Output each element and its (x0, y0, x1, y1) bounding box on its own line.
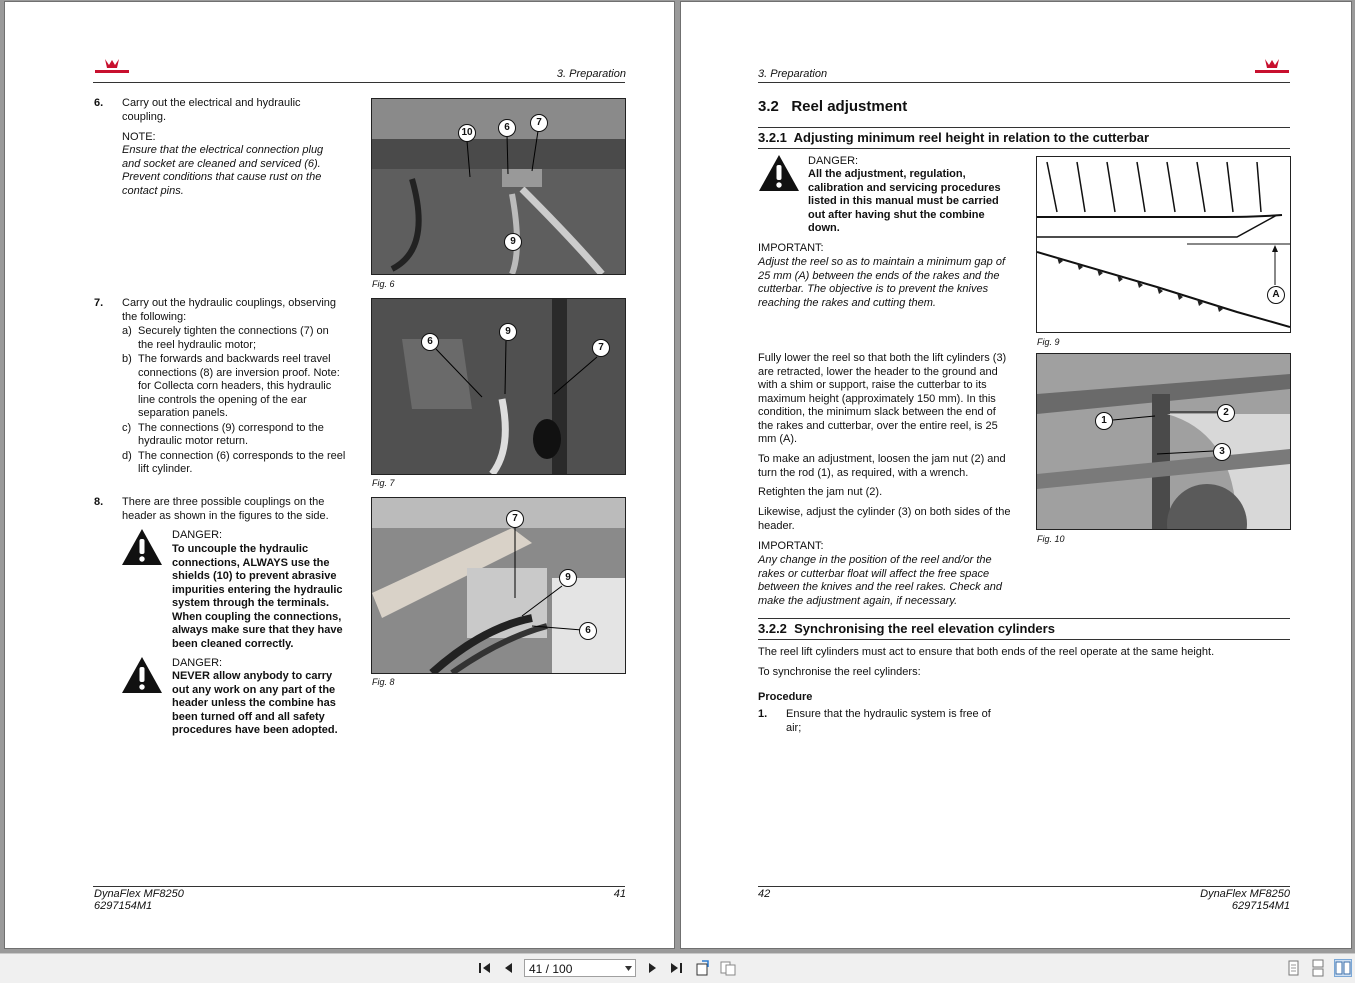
figure-10-photo (1036, 353, 1291, 530)
step8-text: There are three possible couplings on the header as shown in the figures to the side. (122, 496, 329, 522)
brand-logo-icon (93, 58, 131, 76)
right-header-rule (758, 82, 1290, 83)
step7-text: Carry out the hydraulic couplings, observing the following: (122, 297, 337, 323)
danger2-text: NEVER allow anybody to carry out any work on any part of the header unless the combine has been turned off and all safety procedures have been adopted. (172, 670, 338, 736)
fig6-callout-7: 7 (530, 114, 548, 132)
continuous-page-icon (1309, 959, 1327, 977)
paragraph-adjust: To make an adjustment, loosen the jam nut (2) and turn the rod (1), as required, with a wrench. (758, 453, 1006, 479)
sub1-bottom-rule (758, 148, 1290, 149)
important2-text: Any change in the position of the reel and/or the rakes or cutterbar float will affect the free space between the knives and the reel rakes. Check and make the adjustment again, if necessary. (758, 554, 1002, 607)
fig6-callout-9: 9 (504, 233, 522, 251)
important2-label: IMPORTANT: (758, 540, 824, 552)
continuous-view-button[interactable] (1309, 959, 1327, 977)
fig10-callout-1: 1 (1095, 412, 1113, 430)
page-number-input[interactable] (524, 959, 636, 977)
danger1-label: DANGER: (172, 529, 223, 541)
page-number-value: 41 / 100 (529, 962, 573, 976)
step7-list (122, 325, 347, 477)
prev-page-icon (500, 959, 518, 977)
paragraph-sync: The reel lift cylinders must act to ensure that both ends of the reel operate at the same height. (758, 646, 1215, 658)
danger-warning-icon (121, 528, 163, 566)
list-item: c) The connections (9) correspond to the hydraulic motor return. (122, 421, 324, 447)
sub1-top-rule (758, 127, 1290, 128)
important1-text: Adjust the reel so as to maintain a minimum gap of 25 mm (A) between the ends of the rakes and the cutterbar. The objective is to prevent the knives reaching the rakes and cutting them. (758, 256, 1006, 309)
paragraph-to-sync: To synchronise the reel cylinders: (758, 666, 921, 678)
proc1-text: Ensure that the hydraulic system is free of air; (786, 708, 991, 734)
danger1-text: To uncouple the hydraulic connections, ALWAYS use the shields (10) to prevent abrasive impurities entering the hydraulic system through the terminals. When coupling the connections, always make sure that they have been cleaned correctly. (172, 543, 343, 650)
danger-warning-icon (758, 154, 800, 192)
last-page-button[interactable] (667, 959, 685, 977)
first-page-button[interactable] (476, 959, 494, 977)
last-page-icon (667, 959, 685, 977)
left-page (4, 1, 675, 949)
figure-8-caption: Fig. 8 (372, 677, 395, 687)
figure-8-illustration (372, 498, 625, 673)
single-page-icon (1284, 959, 1302, 977)
right-footer-model: DynaFlex MF8250 (1200, 888, 1290, 900)
procedure-label: Procedure (758, 691, 813, 703)
right-page (680, 1, 1352, 949)
chevron-down-icon (625, 966, 632, 971)
page-layout-button[interactable] (719, 959, 737, 977)
step6-number: 6. (94, 97, 104, 109)
fig9-callout-A: A (1267, 286, 1285, 304)
prev-page-button[interactable] (500, 959, 518, 977)
fig8-callout-7: 7 (506, 510, 524, 528)
paragraph-likewise: Likewise, adjust the cylinder (3) on both sides of the header. (758, 506, 1011, 532)
danger-warning-icon (121, 656, 163, 694)
facing-pages-view-button[interactable] (1334, 959, 1352, 977)
figure-9-drawing (1036, 156, 1291, 333)
danger-text: All the adjustment, regulation, calibration and servicing procedures listed in this manual must be carried out after having shut the combine down. (808, 168, 1001, 234)
figure-9-illustration (1037, 157, 1290, 332)
figure-9-caption: Fig. 9 (1037, 337, 1060, 347)
first-page-icon (476, 959, 494, 977)
page-rotate-icon (694, 959, 712, 977)
fig7-callout-6: 6 (421, 333, 439, 351)
fig8-callout-6: 6 (579, 622, 597, 640)
important1-label: IMPORTANT: (758, 242, 824, 254)
right-footer-rule (758, 886, 1290, 887)
left-page-number: 41 (613, 888, 626, 900)
paragraph-retighten: Retighten the jam nut (2). (758, 486, 883, 498)
fig7-callout-7: 7 (592, 339, 610, 357)
danger-label: DANGER: (808, 155, 859, 167)
section-title: 3.2 Reel adjustment (758, 98, 908, 115)
single-page-view-button[interactable] (1284, 959, 1302, 977)
fig7-callout-9: 9 (499, 323, 517, 341)
left-header-rule (93, 82, 625, 83)
sub2-top-rule (758, 618, 1290, 619)
facing-pages-icon (1335, 960, 1351, 976)
figure-7-photo (371, 298, 626, 475)
rotate-page-button[interactable] (694, 959, 712, 977)
page-copy-icon (719, 959, 737, 977)
step6-note-text: Ensure that the electrical connection plug and socket are cleaned and serviced (6). Prevent conditions that cause rust on the contact pins. (122, 144, 324, 197)
figure-7-caption: Fig. 7 (372, 478, 395, 488)
viewer-toolbar (0, 953, 1355, 983)
left-header-section: 3. Preparation (556, 68, 626, 80)
step6-text: Carry out the electrical and hydraulic coupling. (122, 97, 301, 123)
danger2-label: DANGER: (172, 657, 223, 669)
next-page-button[interactable] (643, 959, 661, 977)
left-footer-code: 6297154M1 (94, 900, 153, 912)
paragraph-lower-reel: Fully lower the reel so that both the lift cylinders (3) are retracted, lower the header to the ground and with a shim or support, raise the cutterbar to its maximum height (approximately 150 mm). In this condition, the minimum slack between the end of the rakes and cutterbar, over the entire reel, is 25 mm (A). (758, 352, 1007, 445)
sub1-title: 3.2.1 Adjusting minimum reel height in relation to the cutterbar (758, 130, 1150, 145)
step6-note-label: NOTE: (122, 131, 156, 143)
fig10-callout-3: 3 (1213, 443, 1231, 461)
figure-10-caption: Fig. 10 (1037, 534, 1065, 544)
left-footer-model: DynaFlex MF8250 (94, 888, 184, 900)
next-page-icon (643, 959, 661, 977)
figure-6-photo (371, 98, 626, 275)
proc1-number: 1. (758, 708, 768, 720)
list-item: d) The connection (6) corresponds to the reel lift cylinder. (122, 449, 346, 475)
step7-number: 7. (94, 297, 104, 309)
sub2-title: 3.2.2 Synchronising the reel elevation cylinders (758, 621, 1055, 636)
right-page-number: 42 (758, 888, 771, 900)
fig6-callout-10: 10 (458, 124, 476, 142)
fig10-callout-2: 2 (1217, 404, 1235, 422)
figure-6-caption: Fig. 6 (372, 279, 395, 289)
right-footer-code: 6297154M1 (1231, 900, 1290, 912)
figure-10-illustration (1037, 354, 1290, 529)
brand-logo-icon (1253, 58, 1291, 76)
figure-7-illustration (372, 299, 625, 474)
fig6-callout-6: 6 (498, 119, 516, 137)
figure-8-photo (371, 497, 626, 674)
list-item: b) The forwards and backwards reel travel connections (8) are inversion proof. Note: for Collecta corn headers, this hydraulic line controls the opening of the ear separation panels. (122, 353, 340, 419)
fig8-callout-9: 9 (559, 569, 577, 587)
step8-number: 8. (94, 496, 104, 508)
list-item: a) Securely tighten the connections (7) on the reel hydraulic motor; (122, 325, 329, 351)
sub2-bottom-rule (758, 639, 1290, 640)
left-footer-rule (93, 886, 625, 887)
right-header-section: 3. Preparation (758, 68, 828, 80)
